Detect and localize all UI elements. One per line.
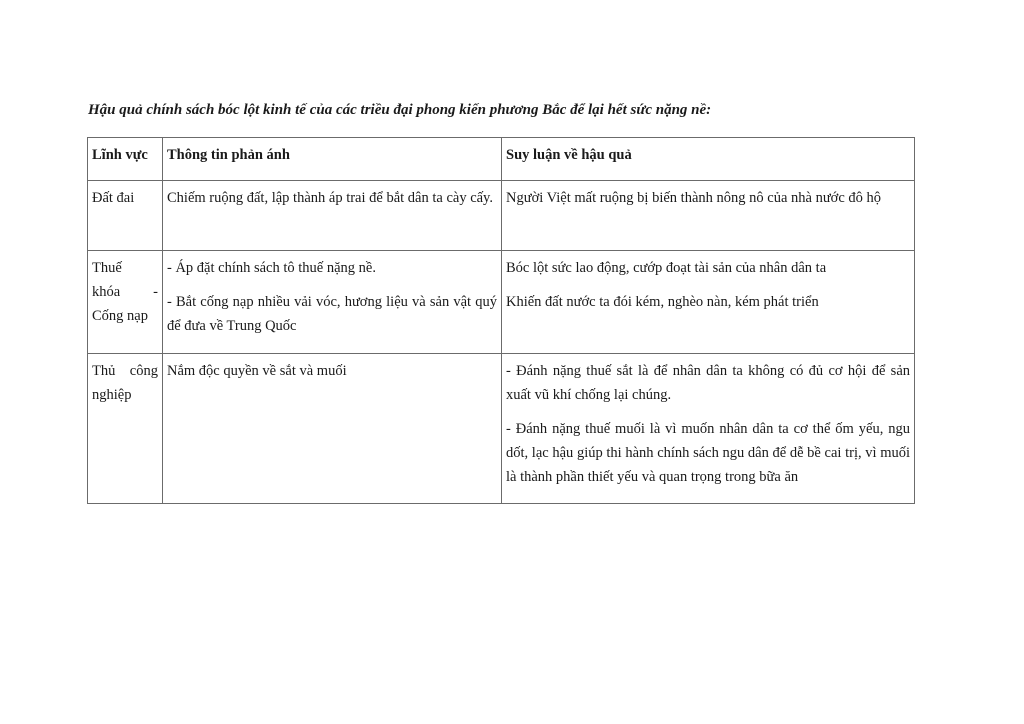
consequence-text: Người Việt mất ruộng bị biến thành nông nô của nhà nước đô hộ <box>506 190 882 206</box>
cell-consequence <box>502 181 915 251</box>
consequence-text: - Đánh nặng thuế sắt là để nhân dân ta không có đủ cơ hội để sản xuất vũ khí chống lại chúng. <box>506 363 910 403</box>
cell-info <box>163 251 502 354</box>
consequence-text: - Đánh nặng thuế muối là vì muốn nhân dân ta cơ thể ốm yếu, ngu dốt, lạc hậu giúp thi hành chính sách ngu dân để dễ bề cai trị, vì muối là thành phần thiết yếu và quan trọng trong bữa ăn <box>506 421 910 485</box>
info-text: - Bắt cống nạp nhiều vải vóc, hương liệu và sản vật quý để đưa về Trung Quốc <box>167 294 497 334</box>
consequences-table <box>87 137 915 504</box>
table-row <box>88 354 915 504</box>
field-text: nghiệp <box>92 387 132 403</box>
cell-info <box>163 354 502 504</box>
table-row <box>88 181 915 251</box>
cell-field <box>88 251 163 354</box>
cell-field <box>88 354 163 504</box>
cell-consequence <box>502 251 915 354</box>
info-text: Nắm độc quyền về sắt và muối <box>167 363 347 379</box>
info-text: Chiếm ruộng đất, lập thành áp trai để bắt dân ta cày cấy. <box>167 190 493 206</box>
table-header-row <box>88 138 915 181</box>
field-text: khóa - <box>92 284 158 300</box>
consequence-text: Bóc lột sức lao động, cướp đoạt tài sản của nhân dân ta <box>506 260 827 276</box>
header-consequence: Suy luận về hậu quả <box>502 138 915 181</box>
cell-info <box>163 181 502 251</box>
field-text: Thủ công <box>92 363 158 379</box>
cell-field <box>88 181 163 251</box>
consequence-text: Khiến đất nước ta đói kém, nghèo nàn, kém phát triển <box>506 294 819 310</box>
field-text: Đất đai <box>92 190 135 206</box>
info-text: - Áp đặt chính sách tô thuế nặng nề. <box>167 260 376 276</box>
header-field: Lĩnh vực <box>88 138 163 181</box>
field-text: Cống nạp <box>92 308 148 324</box>
field-text: Thuế <box>92 260 122 276</box>
document-heading: Hậu quả chính sách bóc lột kinh tế của các triều đại phong kiến phương Bắc để lại hết sức nặng nề: <box>88 102 712 118</box>
cell-consequence <box>502 354 915 504</box>
header-info: Thông tin phản ánh <box>163 138 502 181</box>
table-row <box>88 251 915 354</box>
